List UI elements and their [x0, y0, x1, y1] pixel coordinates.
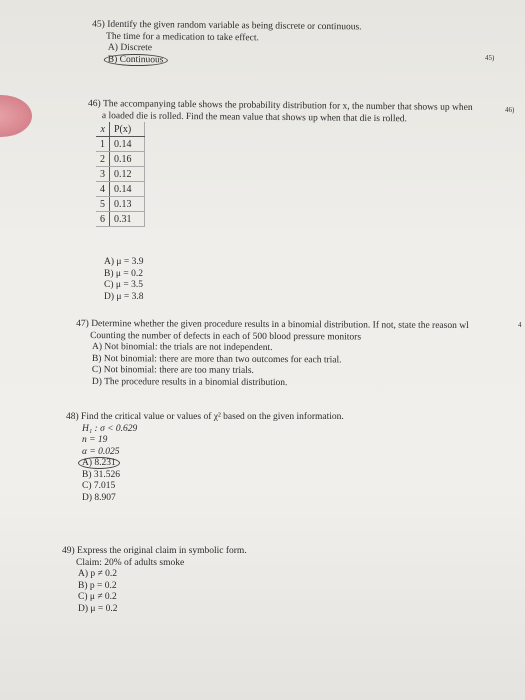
- option-a: A) μ = 3.9: [104, 257, 144, 267]
- cell-x: 1: [96, 137, 110, 152]
- question-46-options: [88, 257, 143, 303]
- option-c: C) μ ≠ 0.2: [78, 592, 117, 602]
- given-n: n = 19: [82, 435, 108, 445]
- table-row: [96, 182, 145, 197]
- cell-x: 3: [96, 167, 110, 182]
- option-d: D) The procedure results in a binomial distribution.: [91, 376, 288, 388]
- cell-x: 6: [96, 212, 110, 227]
- table-row: [96, 197, 145, 212]
- option-c: C) Not binomial: there are too many trials.: [91, 365, 254, 376]
- question-prompt: Find the critical value or values of χ² based on the given information.: [81, 412, 344, 422]
- question-number: 49): [62, 546, 75, 556]
- question-number: 46): [88, 98, 101, 110]
- option-d: D) 8.907: [82, 492, 116, 503]
- option-a: A) p ≠ 0.2: [78, 569, 117, 579]
- question-prompt: Express the original claim in symbolic form.: [77, 546, 247, 556]
- question-47: [76, 319, 469, 390]
- question-stem: Claim: 20% of adults smoke: [76, 557, 185, 568]
- option-c: C) 7.015: [82, 481, 116, 491]
- table-row: [96, 152, 145, 167]
- option-d: D) μ = 3.8: [104, 291, 144, 302]
- cell-x: 5: [96, 197, 110, 212]
- question-number: 45): [92, 19, 105, 30]
- margin-number-45: 45): [485, 54, 495, 62]
- question-46: [88, 99, 473, 126]
- table-row: [96, 137, 145, 152]
- cell-p: 0.14: [110, 137, 145, 152]
- given-hypothesis: H₁ : σ < 0.629: [82, 423, 138, 434]
- cell-p: 0.14: [110, 182, 145, 197]
- option-b: B) Not binomial: there are more than two outcomes for each trial.: [91, 353, 342, 365]
- question-number: 47): [76, 318, 89, 330]
- header-px: P(x): [110, 122, 145, 137]
- answer-circle: A) 8.231: [78, 457, 120, 469]
- option-a: A) Discrete: [107, 42, 153, 54]
- option-b: B) μ = 0.2: [104, 268, 143, 279]
- margin-number-47: 4: [518, 321, 522, 329]
- question-number: 48): [66, 412, 79, 422]
- probability-table: [96, 122, 145, 227]
- table-header-row: [96, 122, 145, 137]
- question-prompt: The accompanying table shows the probability distribution for x, the number that shows up when: [102, 99, 473, 114]
- cell-x: 4: [96, 182, 110, 197]
- question-prompt: Identify the given random variable as being discrete or continuous.: [107, 19, 362, 33]
- table-row: [96, 167, 145, 182]
- cell-p: 0.13: [110, 197, 145, 212]
- option-d: D) μ = 0.2: [78, 603, 118, 614]
- option-b: B) p = 0.2: [78, 580, 117, 591]
- option-a-circled: [66, 458, 344, 470]
- header-x: x: [96, 122, 110, 137]
- question-prompt-cont: a loaded die is rolled. Find the mean value that shows up when that die is rolled.: [101, 110, 407, 124]
- question-stem: Counting the number of defects in each of 500 blood pressure monitors: [90, 330, 362, 342]
- margin-number-46: 46): [505, 106, 515, 114]
- question-45: [92, 20, 362, 69]
- cell-p: 0.12: [110, 167, 145, 182]
- option-c: C) μ = 3.5: [104, 280, 143, 290]
- question-stem: The time for a medication to take effect.: [106, 31, 259, 43]
- given-alpha: α = 0.025: [82, 446, 120, 457]
- question-49: [62, 546, 247, 615]
- question-prompt: Determine whether the given procedure results in a binomial distribution. If not, state the reason wl: [91, 319, 469, 332]
- cell-p: 0.16: [110, 152, 145, 167]
- table-row: [96, 212, 145, 227]
- cell-p: 0.31: [110, 212, 145, 227]
- option-b: B) 31.526: [82, 469, 120, 480]
- cell-x: 2: [96, 152, 110, 167]
- option-a: A) Not binomial: the trials are not independent.: [92, 342, 273, 354]
- question-48: [66, 412, 344, 504]
- answer-circle: B) Continuous: [104, 53, 168, 66]
